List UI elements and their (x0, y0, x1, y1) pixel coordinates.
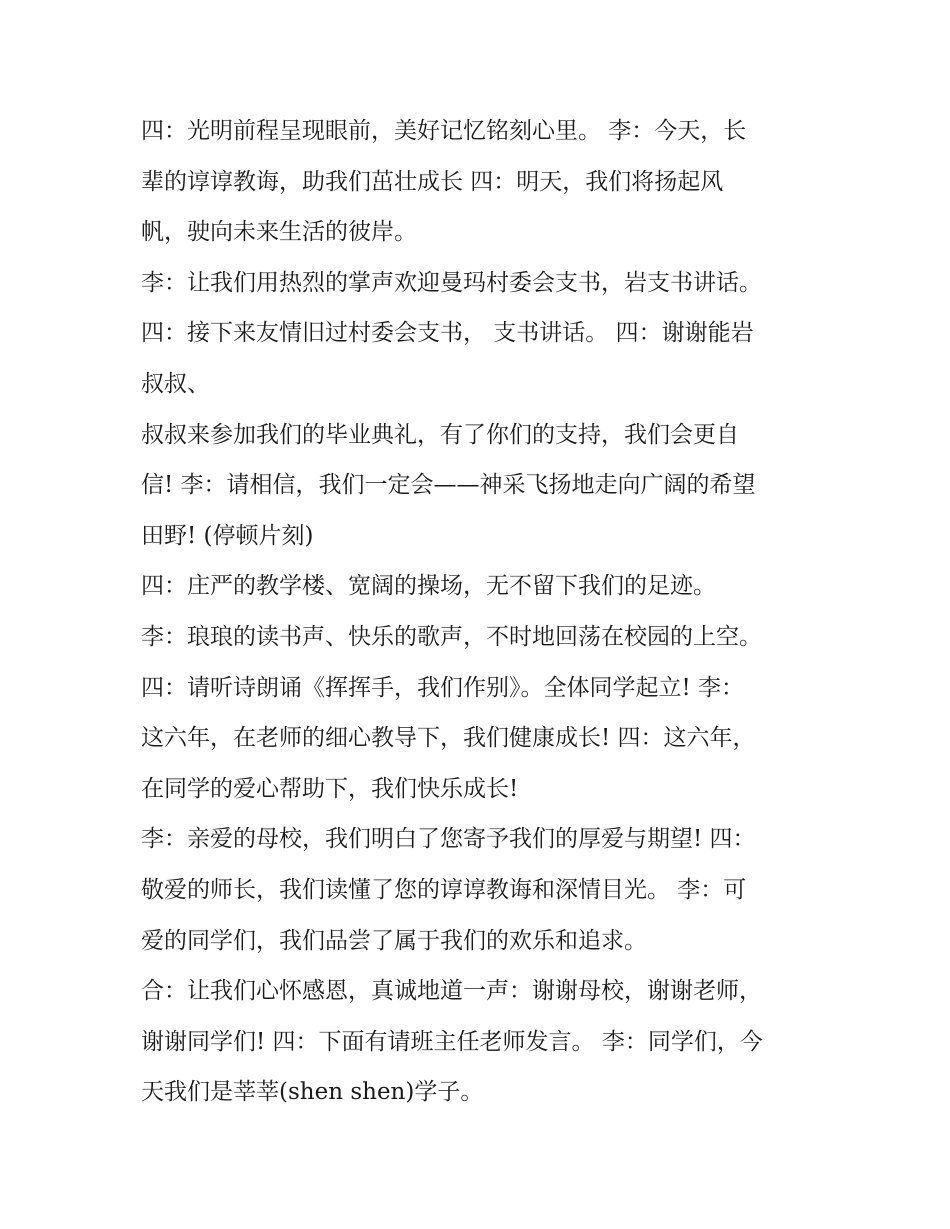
text-line: 李：让我们用热烈的掌声欢迎曼玛村委会支书，岩支书讲话。 (141, 269, 762, 296)
text-line: 四：接下来友情旧过村委会支书， 支书讲话。 四：谢谢能岩 (141, 320, 754, 347)
text-line: 谢谢同学们! 四：下面有请班主任老师发言。 李：同学们，今 (141, 1028, 763, 1055)
text-line: 四：光明前程呈现眼前，美好记忆铭刻心里。 李：今天，长 (141, 118, 747, 144)
text-line: 合：让我们心怀感恩，真诚地道一声：谢谢母校，谢谢老师， (141, 978, 762, 1005)
text-line: 李：琅琅的读书声、快乐的歌声，不时地回荡在校园的上空。 (141, 623, 762, 650)
text-line: 叔叔、 (141, 370, 210, 397)
text-line: 信! 李：请相信，我们一定会——神采飞扬地走向广阔的希望 (141, 472, 756, 499)
text-line: 爱的同学们，我们品尝了属于我们的欢乐和追求。 (141, 927, 647, 954)
body-text (141, 106, 821, 1118)
text-line: 辈的谆谆教诲，助我们茁壮成长 四：明天，我们将扬起风 (141, 168, 724, 195)
text-line: 四：请听诗朗诵《挥挥手，我们作别》。全体同学起立! 李： (141, 674, 745, 701)
text-line: 敬爱的师长，我们读懂了您的谆谆教诲和深情目光。 李：可 (141, 876, 747, 903)
text-line: 田野! (停顿片刻) (141, 522, 314, 549)
text-line: 叔叔来参加我们的毕业典礼，有了你们的支持，我们会更自 (141, 421, 739, 448)
text-line: 这六年，在老师的细心教导下，我们健康成长! 四：这六年， (141, 725, 756, 752)
text-line: 帆，驶向未来生活的彼岸。 (141, 219, 417, 246)
text-line: 四：庄严的教学楼、宽阔的操场，无不留下我们的足迹。 (141, 573, 716, 600)
text-line: 李：亲爱的母校，我们明白了您寄予我们的厚爱与期望! 四： (141, 826, 756, 853)
text-line: 在同学的爱心帮助下，我们快乐成长! (141, 775, 519, 802)
text-line: 天我们是莘莘(shen shen)学子。 (141, 1079, 484, 1106)
